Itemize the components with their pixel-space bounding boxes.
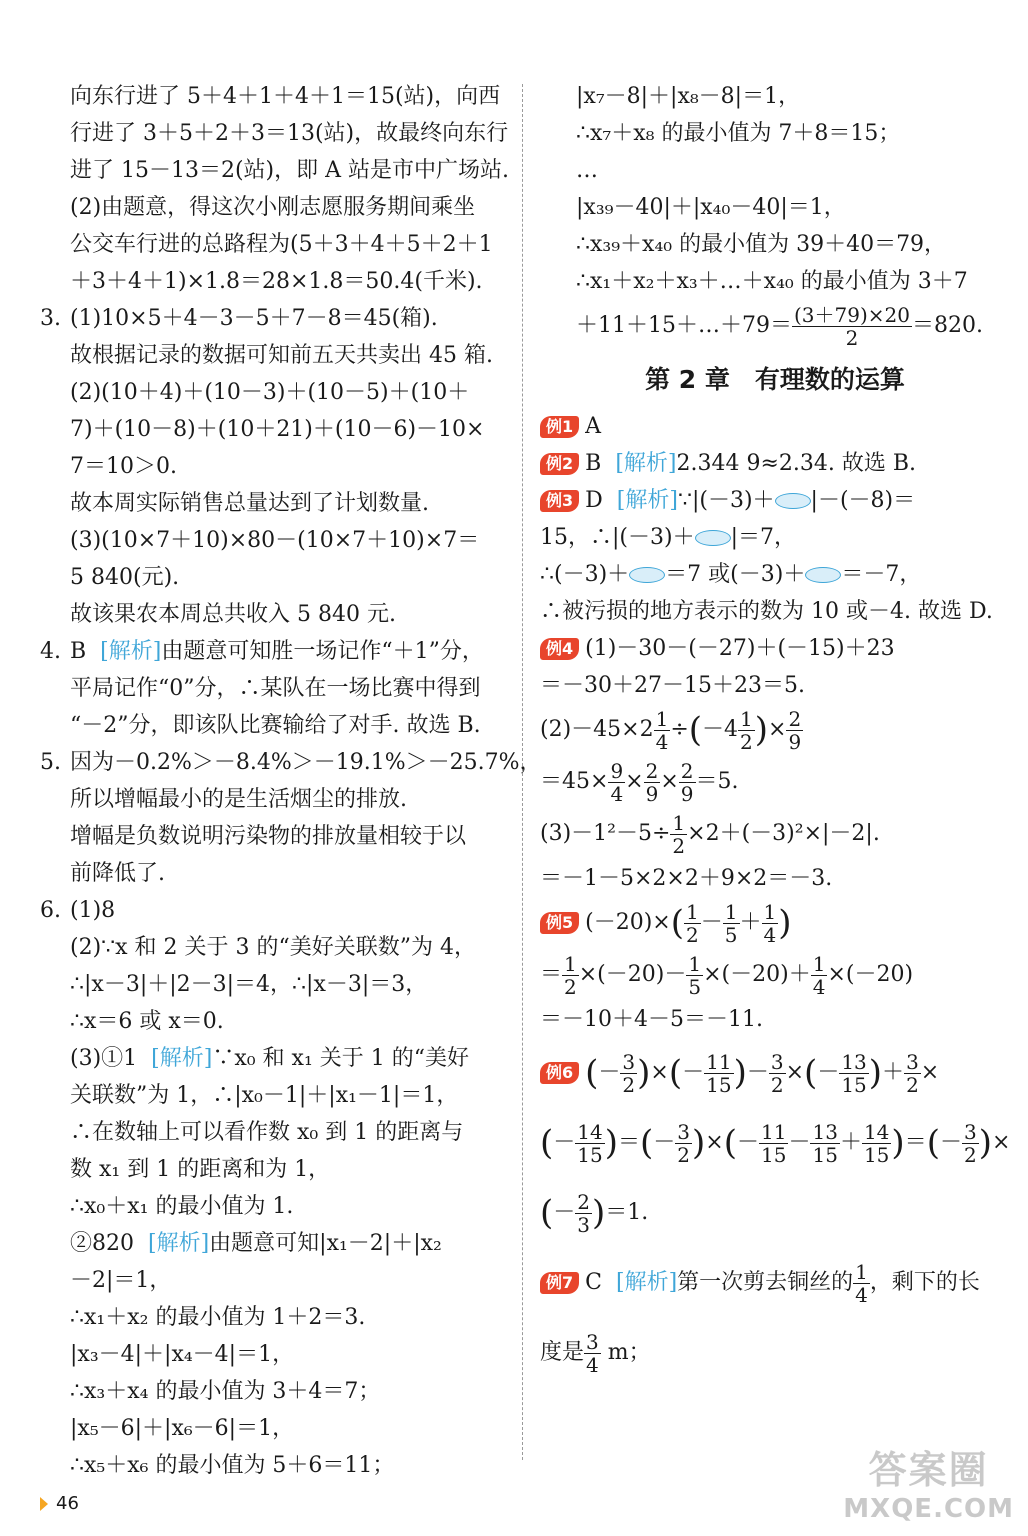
text-line xyxy=(540,756,1010,808)
text-span: ×(－20)＋ xyxy=(703,962,811,987)
text-line xyxy=(40,1040,510,1077)
denominator: 2 xyxy=(622,1072,636,1097)
text-line: … xyxy=(576,158,598,183)
text-span: m； xyxy=(600,1340,651,1365)
numerator: 1 xyxy=(686,899,699,924)
text-span: ×2＋(－3)²×|－2|. xyxy=(687,821,880,846)
example-tag: 例1 xyxy=(540,416,579,438)
numerator: 1 xyxy=(672,810,686,835)
fraction xyxy=(792,304,912,349)
numerator: 1 xyxy=(688,951,702,976)
page-footer xyxy=(40,1493,79,1514)
numerator: 3 xyxy=(586,1329,599,1354)
text-span: ÷ xyxy=(670,717,689,742)
fraction xyxy=(853,1261,870,1306)
fraction xyxy=(686,953,703,998)
text-span: ＝45× xyxy=(540,769,609,794)
analysis-label: [解析] xyxy=(100,639,162,664)
fraction xyxy=(759,1121,788,1166)
triangle-icon xyxy=(40,1497,48,1511)
text-span: － xyxy=(939,1130,962,1155)
text-line: |x₅－6|＋|x₆－6|＝1， xyxy=(70,1416,295,1441)
text-line xyxy=(540,704,1010,756)
fraction xyxy=(723,901,740,946)
text-span: ＋ xyxy=(739,910,762,935)
numerator: 3 xyxy=(677,1119,691,1144)
text-line xyxy=(540,808,1010,860)
left-paren: ( xyxy=(723,1123,737,1163)
text-span: － xyxy=(553,1130,576,1155)
example-4 xyxy=(540,630,1010,667)
text-line: 前降低了. xyxy=(70,861,165,886)
analysis-label: [解析] xyxy=(151,1046,213,1071)
fraction xyxy=(608,760,625,805)
numerator: 13 xyxy=(841,1049,867,1074)
denominator: 2 xyxy=(672,833,686,858)
numerator: 2 xyxy=(680,758,694,783)
text-line xyxy=(540,1108,1010,1178)
numerator: 3 xyxy=(963,1119,977,1144)
numerator: 1 xyxy=(564,951,577,976)
numerator: 1 xyxy=(724,899,738,924)
text-span: 2.344 9≈2.34. 故选 B. xyxy=(676,451,917,476)
fraction xyxy=(769,1051,786,1096)
denominator: 2 xyxy=(686,922,699,947)
numerator: 1 xyxy=(655,706,669,731)
right-paren: ) xyxy=(592,1193,606,1233)
fraction xyxy=(575,1191,592,1236)
denominator: 2 xyxy=(740,729,753,754)
text-span: ×(－20)－ xyxy=(578,962,687,987)
question-number: 4. xyxy=(40,639,61,664)
text-line xyxy=(540,556,1010,593)
numerator: 13 xyxy=(812,1119,838,1144)
text-line xyxy=(540,1178,1010,1248)
denominator: 9 xyxy=(645,781,659,806)
right-column xyxy=(540,78,1010,1388)
fraction xyxy=(644,760,661,805)
text-line: ∴在数轴上可以看作数 x₀ 到 1 的距离与 xyxy=(70,1120,464,1145)
text-span: 第一次剪去铜丝的 xyxy=(677,1270,854,1295)
denominator: 4 xyxy=(586,1352,599,1377)
chapter-title: 第 2 章 有理数的运算 xyxy=(645,365,905,394)
text-line: －2|＝1， xyxy=(70,1268,172,1293)
example-tag: 例6 xyxy=(540,1062,579,1084)
right-paren: ) xyxy=(978,1123,992,1163)
answer-choice: B xyxy=(70,639,87,664)
left-paren: ( xyxy=(640,1123,654,1163)
right-paren: ) xyxy=(891,1123,905,1163)
denominator: 4 xyxy=(610,781,624,806)
text-span: |＝7， xyxy=(730,525,796,550)
fraction xyxy=(738,708,755,753)
fraction xyxy=(675,1121,692,1166)
text-line: (2)(10＋4)＋(10－3)＋(10－5)＋(10＋ xyxy=(70,380,470,405)
numerator: (3＋79)×20 xyxy=(793,302,910,327)
denominator: 15 xyxy=(577,1142,603,1167)
text-span: － xyxy=(598,1060,621,1085)
denominator: 4 xyxy=(763,922,777,947)
example-tag: 例2 xyxy=(540,453,579,475)
denominator: 2 xyxy=(845,325,859,350)
text-line: 因为－0.2%＞－8.4%＞－19.1%＞－25.7%， xyxy=(70,750,542,775)
text-span: ＋ xyxy=(882,1060,905,1085)
denominator: 9 xyxy=(680,781,694,806)
numerator: 1 xyxy=(763,899,777,924)
numerator: 3 xyxy=(622,1049,636,1074)
right-paren: ) xyxy=(778,903,792,943)
example-tag: 例4 xyxy=(540,638,579,660)
example-tag: 例3 xyxy=(540,490,579,512)
text-line xyxy=(540,300,1010,352)
text-span: － xyxy=(700,910,723,935)
numerator: 11 xyxy=(761,1119,787,1144)
numerator: 2 xyxy=(788,706,802,731)
text-span: ，剩下的长 xyxy=(869,1270,980,1295)
denominator: 5 xyxy=(724,922,738,947)
denominator: 2 xyxy=(906,1072,919,1097)
fraction xyxy=(584,1331,601,1376)
denominator: 2 xyxy=(677,1142,691,1167)
text-span: － xyxy=(682,1060,705,1085)
fraction xyxy=(684,901,701,946)
smudge-icon xyxy=(775,493,811,509)
text-line: 进了 15－13＝2(站)，即 A 站是市中广场站. xyxy=(70,158,510,183)
right-paren: ) xyxy=(604,1123,618,1163)
smudge-icon xyxy=(629,567,665,583)
text-line: (2)∵x 和 2 关于 3 的“美好关联数”为 4， xyxy=(70,935,477,960)
numerator: 9 xyxy=(610,758,624,783)
text-line: |x₇－8|＋|x₈－8|＝1， xyxy=(576,84,801,109)
denominator: 15 xyxy=(812,1142,838,1167)
left-paren: ( xyxy=(668,1053,683,1093)
answer-choice: B xyxy=(585,451,602,476)
text-line: ∴x₀＋x₁ 的最小值为 1. xyxy=(70,1194,294,1219)
text-line: ∴x₃＋x₄ 的最小值为 3＋4＝7； xyxy=(70,1379,381,1404)
text-line: ∴x₇＋x₈ 的最小值为 7＋8＝15； xyxy=(576,121,901,146)
left-paren: ( xyxy=(585,1053,599,1093)
text-span: |－(－8)＝ xyxy=(810,488,916,513)
fraction xyxy=(786,708,803,753)
text-line xyxy=(540,519,1010,556)
text-span: × xyxy=(650,1060,669,1085)
text-span: － xyxy=(737,1130,760,1155)
text-line: (3)(10×7＋10)×80－(10×7＋10)×7＝ xyxy=(70,528,480,553)
question-number: 6. xyxy=(40,898,61,923)
analysis-label: [解析] xyxy=(616,488,678,513)
denominator: 15 xyxy=(841,1072,867,1097)
text-span: ＝ xyxy=(540,962,563,987)
text-span: ∵|(－3)＋ xyxy=(677,488,775,513)
right-paren: ) xyxy=(754,710,769,750)
example-6 xyxy=(540,1038,1010,1108)
text-span: × xyxy=(785,1060,805,1085)
left-column xyxy=(40,78,542,1484)
text-span: － xyxy=(553,1200,576,1225)
text-span: ＋11＋15＋…＋79＝ xyxy=(576,313,792,338)
text-line: |x₃₉－40|＋|x₄₀－40|＝1， xyxy=(576,195,846,220)
example-2 xyxy=(540,445,1010,482)
text-span: ＝1. xyxy=(605,1200,649,1225)
text-span: (3)－1²－5÷ xyxy=(540,821,671,846)
numerator: 3 xyxy=(770,1049,784,1074)
denominator: 15 xyxy=(761,1142,787,1167)
text-line: 5 840(元). xyxy=(70,565,180,590)
text-span: ∵x₀ 和 x₁ 关于 1 的“美好 xyxy=(212,1046,470,1071)
text-span: － xyxy=(653,1130,676,1155)
text-span: － xyxy=(817,1060,840,1085)
text-line: “－2”分，即该队比赛输给了对手. 故选 B. xyxy=(70,713,481,738)
text-line: 故本周实际销售总量达到了计划数量. xyxy=(70,491,429,516)
text-line: ∴|x－3|＋|2－3|＝4，∴|x－3|＝3， xyxy=(70,972,428,997)
analysis-label: [解析] xyxy=(615,451,677,476)
denominator: 3 xyxy=(577,1212,591,1237)
numerator: 11 xyxy=(706,1049,732,1074)
question-4 xyxy=(40,633,510,670)
numerator: 1 xyxy=(855,1259,868,1284)
watermark-line-1: 答案圈 xyxy=(868,1448,989,1492)
text-span: － xyxy=(746,1060,769,1085)
denominator: 4 xyxy=(812,974,826,999)
example-3 xyxy=(540,482,1010,519)
text-span: ＝ xyxy=(618,1130,641,1155)
text-line: ∴x₃₉＋x₄₀ 的最小值为 39＋40＝79， xyxy=(576,232,947,257)
answer-value: (3)①1 xyxy=(70,1046,138,1071)
left-paren: ( xyxy=(540,1193,554,1233)
text-line: 平局记作“0”分，∴某队在一场比赛中得到 xyxy=(70,676,481,701)
denominator: 4 xyxy=(855,1282,868,1307)
fraction xyxy=(862,1121,891,1166)
watermark-logo xyxy=(843,1439,1014,1524)
numerator: 1 xyxy=(740,706,753,731)
text-span: × xyxy=(705,1130,724,1155)
text-line: |x₃－4|＋|x₄－4|＝1， xyxy=(70,1342,295,1367)
text-line: 故根据记录的数据可知前五天共卖出 45 箱. xyxy=(70,343,493,368)
text-line: 由题意可知胜一场记作“＋1”分， xyxy=(161,639,484,664)
text-span: 度是 xyxy=(540,1340,585,1365)
text-span: ＋ xyxy=(839,1130,862,1155)
answer-choice: D xyxy=(585,488,603,513)
text-span: (2)－45×2 xyxy=(540,717,654,742)
text-line: ＝－10＋4－5＝－11. xyxy=(540,1007,763,1032)
fraction xyxy=(811,953,828,998)
text-line: 所以增幅最小的是生活烟尘的排放. xyxy=(70,787,407,812)
fraction xyxy=(679,760,696,805)
left-paren: ( xyxy=(688,710,703,750)
text-line xyxy=(540,1318,1010,1388)
text-line: ＋3＋4＋1)×1.8＝28×1.8＝50.4(千米). xyxy=(70,269,483,294)
fraction xyxy=(904,1051,921,1096)
fraction xyxy=(562,953,579,998)
text-line xyxy=(540,949,1010,1001)
numerator: 2 xyxy=(645,758,659,783)
text-span: ＝820. xyxy=(911,313,983,338)
right-paren: ) xyxy=(692,1123,706,1163)
text-span: ＝5. xyxy=(695,769,739,794)
text-span: ×(－20) xyxy=(827,962,914,987)
fraction xyxy=(620,1051,637,1096)
text-line: 7)＋(10－8)＋(10＋21)＋(10－6)－10× xyxy=(70,417,485,442)
denominator: 4 xyxy=(655,729,669,754)
fraction xyxy=(670,812,687,857)
text-line: 增幅是负数说明污染物的排放量相较于以 xyxy=(70,824,467,849)
denominator: 15 xyxy=(863,1142,890,1167)
text-span: ＝－7， xyxy=(841,562,922,587)
question-6 xyxy=(40,892,510,929)
example-tag: 例7 xyxy=(540,1272,579,1294)
answer-choice: A xyxy=(585,414,602,439)
fraction xyxy=(762,901,779,946)
text-line: 行进了 3＋5＋2＋3＝13(站)，故最终向东行 xyxy=(70,121,509,146)
numerator: 2 xyxy=(577,1189,591,1214)
text-line: ∴x₅＋x₆ 的最小值为 5＋6＝11； xyxy=(70,1453,395,1478)
watermark-line-2: MXQE.COM xyxy=(843,1494,1014,1524)
answer-choice: C xyxy=(585,1270,602,1295)
analysis-label: [解析] xyxy=(615,1270,678,1295)
text-line: 关联数”为 1，∴|x₀－1|＋|x₁－1|＝1， xyxy=(70,1083,459,1108)
example-7 xyxy=(540,1248,1010,1318)
numerator: 14 xyxy=(863,1119,890,1144)
fraction xyxy=(962,1121,979,1166)
text-line: 7＝10＞0. xyxy=(70,454,177,479)
answer-value: ②820 xyxy=(70,1231,134,1256)
left-paren: ( xyxy=(926,1123,940,1163)
text-span: × xyxy=(625,769,644,794)
text-line: (2)由题意，得这次小刚志愿服务期间乘坐 xyxy=(70,195,476,220)
text-span: ∴(－3)＋ xyxy=(540,562,630,587)
text-line xyxy=(40,1225,510,1262)
text-line: 故该果农本周总共收入 5 840 元. xyxy=(70,602,396,627)
text-line: 公交车行进的总路程为(5＋3＋4＋5＋2＋1 xyxy=(70,232,493,257)
denominator: 9 xyxy=(788,729,802,754)
fraction xyxy=(839,1051,868,1096)
text-span: ＝7 或(－3)＋ xyxy=(665,562,806,587)
numerator: 1 xyxy=(812,951,826,976)
denominator: 2 xyxy=(564,974,577,999)
fraction xyxy=(704,1051,733,1096)
left-paren: ( xyxy=(540,1123,554,1163)
numerator: 14 xyxy=(577,1119,603,1144)
smudge-icon xyxy=(805,567,841,583)
text-span: 15，∴|(－3)＋ xyxy=(540,525,695,550)
denominator: 5 xyxy=(688,974,702,999)
text-span: － xyxy=(788,1130,811,1155)
text-span: × xyxy=(660,769,679,794)
text-line: ∴x₁＋x₂ 的最小值为 1＋2＝3. xyxy=(70,1305,366,1330)
text-span: × xyxy=(991,1130,1011,1155)
denominator: 15 xyxy=(706,1072,732,1097)
analysis-label: [解析] xyxy=(148,1231,210,1256)
fraction xyxy=(810,1121,839,1166)
text-span: (－20)× xyxy=(585,910,671,935)
text-span: ＝ xyxy=(904,1130,927,1155)
denominator: 2 xyxy=(770,1072,784,1097)
example-tag: 例5 xyxy=(540,912,579,934)
text-line: ∴x＝6 或 x＝0. xyxy=(70,1009,224,1034)
denominator: 2 xyxy=(963,1142,977,1167)
numerator: 3 xyxy=(906,1049,919,1074)
text-line: (1)8 xyxy=(70,898,116,923)
example-1 xyxy=(540,408,1010,445)
text-line: ＝－30＋27－15＋23＝5. xyxy=(540,673,805,698)
text-line: ＝－1－5×2×2＋9×2＝－3. xyxy=(540,866,833,891)
right-paren: ) xyxy=(637,1053,651,1093)
fraction xyxy=(575,1121,604,1166)
question-5 xyxy=(40,744,542,781)
text-line: ∴x₁＋x₂＋x₃＋…＋x₄₀ 的最小值为 3＋7 xyxy=(576,269,968,294)
text-span: 由题意可知|x₁－2|＋|x₂ xyxy=(209,1231,442,1256)
text-span: × xyxy=(920,1060,940,1085)
text-span: (1)－30－(－27)＋(－15)＋23 xyxy=(585,636,895,661)
text-span: × xyxy=(768,717,787,742)
left-paren: ( xyxy=(670,903,685,943)
text-line: 数 x₁ 到 1 的距离和为 1， xyxy=(70,1157,331,1182)
question-3 xyxy=(40,300,510,337)
smudge-icon xyxy=(695,530,731,546)
example-5 xyxy=(540,897,1010,949)
text-span: －4 xyxy=(702,717,739,742)
right-paren: ) xyxy=(733,1053,747,1093)
right-paren: ) xyxy=(868,1053,883,1093)
text-line: (1)10×5＋4－3－5＋7－8＝45(箱). xyxy=(70,306,438,331)
text-line: ∴被污损的地方表示的数为 10 或－4. 故选 D. xyxy=(540,599,993,624)
text-line: 向东行进了 5＋4＋1＋4＋1＝15(站)，向西 xyxy=(70,84,501,109)
left-paren: ( xyxy=(804,1053,818,1093)
page-number: 46 xyxy=(56,1493,79,1514)
question-number: 5. xyxy=(40,750,61,775)
question-number: 3. xyxy=(40,306,61,331)
fraction xyxy=(654,708,671,753)
